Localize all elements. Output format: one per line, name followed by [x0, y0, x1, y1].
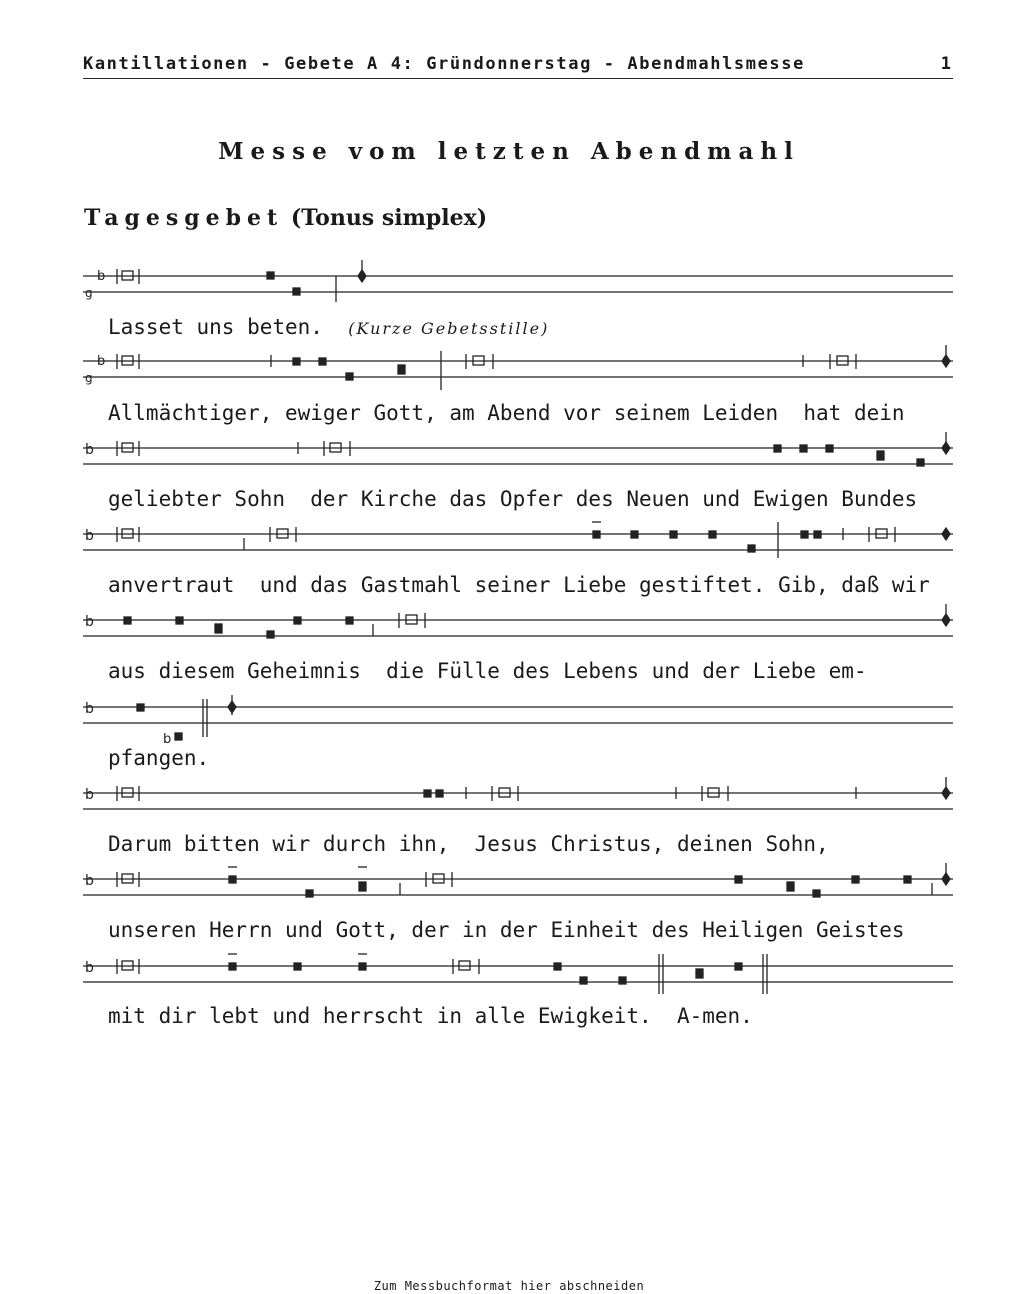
section-subtitle: (Tonus simplex)	[290, 205, 488, 231]
lyric-line: unseren Herrn und Gott, der in der Einheit des Heiligen Geistes	[108, 918, 905, 942]
lyric-line: geliebter Sohn der Kirche das Opfer des Neuen und Ewigen Bundes	[108, 487, 918, 511]
music-staff	[0, 777, 1018, 827]
svg-text:g: g	[85, 371, 93, 385]
music-staff	[0, 604, 1018, 654]
music-staff	[0, 863, 1018, 913]
page-title: Messe vom letzten Abendmahl	[218, 138, 800, 165]
lyric-line: Allmächtiger, ewiger Gott, am Abend vor seinem Leiden hat dein	[108, 401, 905, 425]
svg-text:b: b	[163, 732, 172, 747]
lyric-line: anvertraut und das Gastmahl seiner Liebe gestiftet. Gib, daß wir	[108, 573, 930, 597]
rubric-note: (Kurze Gebetsstille)	[348, 319, 550, 338]
cut-line-note: Zum Messbuchformat hier abschneiden	[373, 1279, 645, 1293]
svg-text:b: b	[85, 528, 94, 544]
lyric-line: pfangen.	[108, 746, 210, 770]
svg-text:b: b	[85, 960, 94, 976]
svg-text:b: b	[97, 354, 106, 369]
svg-text:b: b	[85, 442, 94, 458]
music-staff	[0, 260, 1018, 310]
svg-text:b: b	[85, 701, 94, 717]
music-staff	[0, 345, 1018, 395]
svg-text:b: b	[85, 787, 94, 803]
svg-text:g: g	[85, 286, 93, 300]
lyric-line: aus diesem Geheimnis die Fülle des Lebens und der Liebe em-	[108, 659, 867, 683]
page-header	[83, 54, 953, 79]
svg-text:b: b	[85, 873, 94, 889]
svg-text:b: b	[97, 269, 106, 284]
lyric-line: mit dir lebt und herrscht in alle Ewigkeit. A-men.	[108, 1004, 753, 1028]
lyric-line: Lasset uns beten. (Kurze Gebetsstille)	[108, 315, 550, 339]
page-number: 1	[940, 54, 951, 74]
svg-text:b: b	[85, 614, 94, 630]
music-staff	[0, 432, 1018, 482]
header-title: Kantillationen - Gebete A 4: Gründonnerstag - Abendmahlsmesse	[83, 54, 805, 74]
section-heading	[84, 205, 487, 231]
music-staff	[0, 950, 1018, 1000]
lyric-line: Darum bitten wir durch ihn, Jesus Christus, deinen Sohn,	[108, 832, 829, 856]
section-label: Tagesgebet	[84, 205, 284, 231]
music-staff	[0, 691, 1018, 751]
music-staff	[0, 518, 1018, 568]
